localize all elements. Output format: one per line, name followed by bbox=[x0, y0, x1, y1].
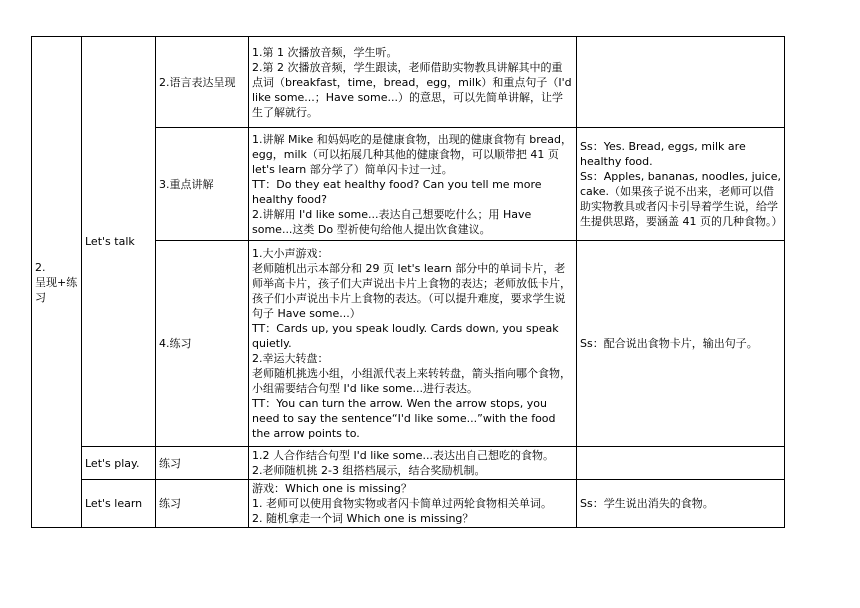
response-cell bbox=[577, 241, 785, 447]
step-cell: 练习 bbox=[156, 480, 249, 528]
response-line: Ss：配合说出食物卡片，输出句子。 bbox=[580, 337, 758, 350]
content-line: 2.第 2 次播放音频，学生跟读，老师借助实物教具讲解其中的重点词（breakfast，time，bread，egg，milk）和重点句子（I'd like some...；Have some...）的意思，可以先简单讲解，让学生了解就行。 bbox=[252, 60, 572, 119]
content-line: 1. 老师可以使用食物实物或者闪卡简单过两轮食物相关单词。 bbox=[252, 497, 552, 510]
response-cell bbox=[577, 447, 785, 480]
section-lets-learn: Let's learn bbox=[82, 480, 156, 528]
step-cell: 练习 bbox=[156, 447, 249, 480]
content-cell bbox=[249, 447, 577, 480]
content-line: 游戏：Which one is missing？ bbox=[252, 482, 412, 495]
table-row bbox=[32, 447, 785, 480]
table-row bbox=[32, 480, 785, 528]
response-line: Ss：Apples, bananas, noodles, juice, cake.（如果孩子说不出来，老师可以借助实物教具或者闪卡引导着学生说，给学生提供思路，要涵盖 41 页的几种食物。） bbox=[580, 170, 783, 228]
content-line: 老师随机挑选小组，小组派代表上来转转盘，箭头指向哪个食物，小组需要结合句型 I'd like some...进行表达。 bbox=[252, 367, 571, 395]
content-line: 2.幸运大转盘： bbox=[252, 352, 329, 365]
content-line: 1.大小声游戏： bbox=[252, 247, 329, 260]
step-cell: 2.语言表达呈现 bbox=[156, 37, 249, 128]
content-cell bbox=[249, 480, 577, 528]
content-line: 2. 随机拿走一个词 Which one is missing？ bbox=[252, 512, 474, 525]
content-line: 2.讲解用 I'd like some...表达自己想要吃什么；用 Have some...这类 Do 型祈使句给他人提出饮食建议。 bbox=[252, 207, 532, 236]
content-line: TT：Cards up, you speak loudly. Cards down, you speak quietly. bbox=[252, 322, 559, 350]
step-cell: 3.重点讲解 bbox=[156, 128, 249, 241]
content-cell bbox=[249, 241, 577, 447]
content-cell bbox=[249, 37, 577, 128]
response-line: Ss：Yes. Bread, eggs, milk are healthy food. bbox=[580, 140, 746, 168]
section-lets-play: Let's play. bbox=[82, 447, 156, 480]
section-lets-talk: Let's talk bbox=[82, 37, 156, 447]
content-line: 2.老师随机挑 2-3 组搭档展示，结合奖励机制。 bbox=[252, 464, 486, 477]
content-line: 1.讲解 Mike 和妈妈吃的是健康食物，出现的健康食物有 bread，egg，milk（可以拓展几种其他的健康食物，可以顺带把 41 页 let's learn 部分学了）简单闪卡过一过。 bbox=[252, 132, 573, 176]
table-row bbox=[32, 37, 785, 128]
content-line: 1.第 1 次播放音频，学生听。 bbox=[252, 45, 398, 59]
content-line: 1.2 人合作结合句型 I'd like some...表达出自己想吃的食物。 bbox=[252, 449, 555, 462]
response-line: Ss：学生说出消失的食物。 bbox=[580, 497, 714, 510]
content-line: TT：Do they eat healthy food? Can you tell me more healthy food? bbox=[252, 177, 542, 206]
stage-cell: 2. 呈现+练习 bbox=[32, 37, 82, 528]
content-line: TT：You can turn the arrow. Wen the arrow stops, you need to say the sentence“I'd like some...”with the food the arrow points to. bbox=[252, 397, 556, 440]
content-cell bbox=[249, 128, 577, 241]
content-line: 老师随机出示本部分和 29 页 let's learn 部分中的单词卡片，老师举高卡片，孩子们大声说出卡片上食物的表达；老师放低卡片，孩子们小声说出卡片上食物的表达。（可以提升难度，要求学生说句子 Have some...） bbox=[252, 262, 571, 320]
step-cell: 4.练习 bbox=[156, 241, 249, 447]
response-cell bbox=[577, 128, 785, 241]
response-cell bbox=[577, 480, 785, 528]
response-cell bbox=[577, 37, 785, 128]
lesson-plan-table bbox=[31, 36, 785, 528]
